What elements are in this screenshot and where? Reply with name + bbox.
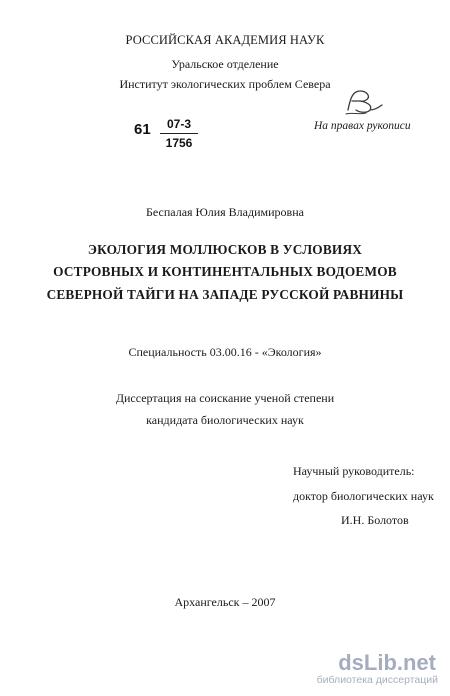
city-year: Архангельск – 2007 [174, 595, 276, 609]
watermark-logo-icon [298, 648, 438, 676]
institute-name: Институт экологических проблем Севера [119, 77, 331, 91]
organization-name: РОССИЙСКАЯ АКАДЕМИЯ НАУК [125, 33, 325, 47]
supervisor-label: Научный руководитель: [293, 464, 415, 478]
department-name: Уральское отделение [171, 57, 279, 71]
title-line: ОСТРОВНЫХ И КОНТИНЕНТАЛЬНЫХ ВОДОЕМОВ [53, 264, 397, 279]
stamp-top-code: 07-3 [166, 117, 192, 131]
watermark-logo-text: dsLib.net [338, 650, 436, 675]
watermark [298, 648, 438, 688]
title-line: ЭКОЛОГИЯ МОЛЛЮСКОВ В УСЛОВИЯХ [87, 242, 363, 257]
speciality: Специальность 03.00.16 - «Экология» [128, 345, 322, 359]
author-name: Беспалая Юлия Владимировна [146, 205, 304, 219]
degree-line: кандидата биологических наук [146, 413, 304, 427]
supervisor-degree: доктор биологических наук [293, 489, 434, 503]
degree-line: Диссертация на соискание ученой степени [115, 391, 335, 405]
stamp-left-code: 61 [134, 121, 151, 138]
signature-icon [340, 88, 386, 118]
supervisor-name: И.Н. Болотов [341, 513, 409, 527]
rights-note: На правах рукописи [314, 120, 411, 132]
library-stamp-code [134, 117, 198, 155]
stamp-bottom-code: 1756 [165, 136, 193, 150]
title-line: СЕВЕРНОЙ ТАЙГИ НА ЗАПАДЕ РУССКОЙ РАВНИНЫ [46, 287, 404, 302]
stamp-divider [160, 133, 198, 134]
watermark-subtitle: библиотека диссертаций [316, 674, 438, 686]
